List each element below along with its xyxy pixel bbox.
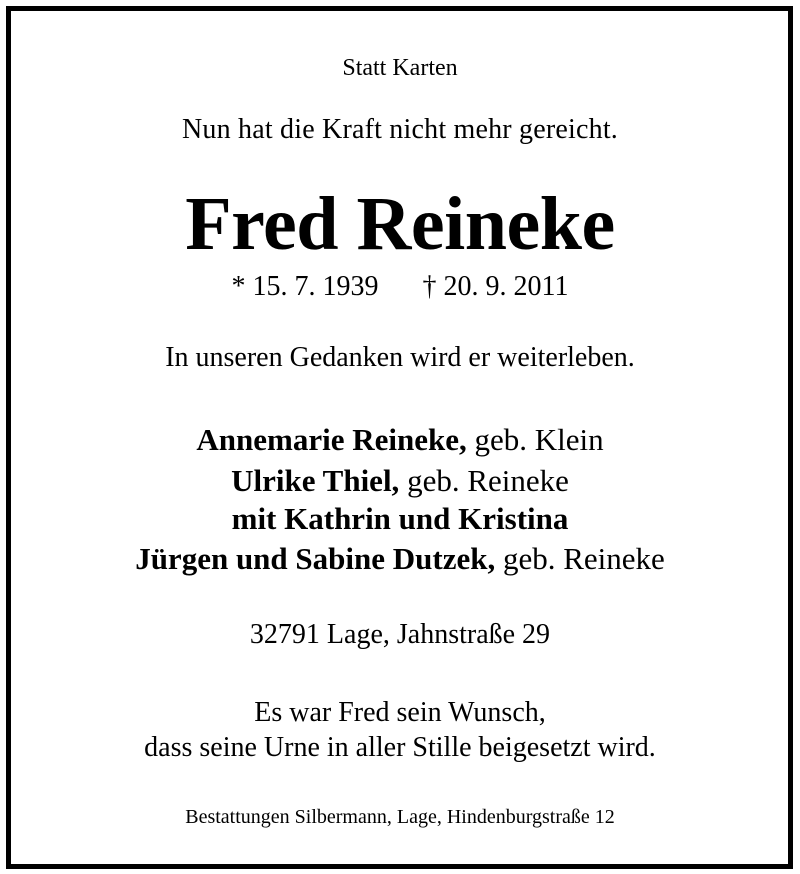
deceased-name: Fred Reineke: [185, 182, 615, 266]
mourner-line: [0, 543, 800, 574]
funeral-home: Bestattungen Silbermann, Lage, Hindenburgstraße 12: [185, 806, 615, 828]
mourner-line: [0, 503, 800, 534]
mourner-suffix: geb. Reineke: [495, 541, 665, 576]
birth-date: * 15. 7. 1939: [231, 271, 379, 302]
mourner-suffix: geb. Klein: [466, 422, 604, 457]
opening-quote: Nun hat die Kraft nicht mehr gereicht.: [182, 114, 618, 145]
notice-header: Statt Karten: [342, 55, 458, 81]
mourner-name: Jürgen und Sabine Dutzek,: [135, 541, 496, 576]
mourner-name: Ulrike Thiel,: [231, 463, 400, 498]
wish-line-1: Es war Fred sein Wunsch,: [254, 697, 546, 728]
life-dates: [0, 273, 800, 301]
family-address: 32791 Lage, Jahnstraße 29: [249, 619, 551, 650]
memorial-line: In unseren Gedanken wird er weiterleben.: [165, 342, 635, 373]
mourner-line: [0, 465, 800, 496]
mourner-name: mit Kathrin und Kristina: [231, 501, 569, 536]
mourner-name: Annemarie Reineke,: [196, 422, 467, 457]
wish-line-2: dass seine Urne in aller Stille beigesetzt wird.: [144, 732, 656, 763]
death-date: † 20. 9. 2011: [422, 271, 569, 302]
mourner-suffix: geb. Reineke: [399, 463, 569, 498]
mourner-line: [0, 424, 800, 455]
